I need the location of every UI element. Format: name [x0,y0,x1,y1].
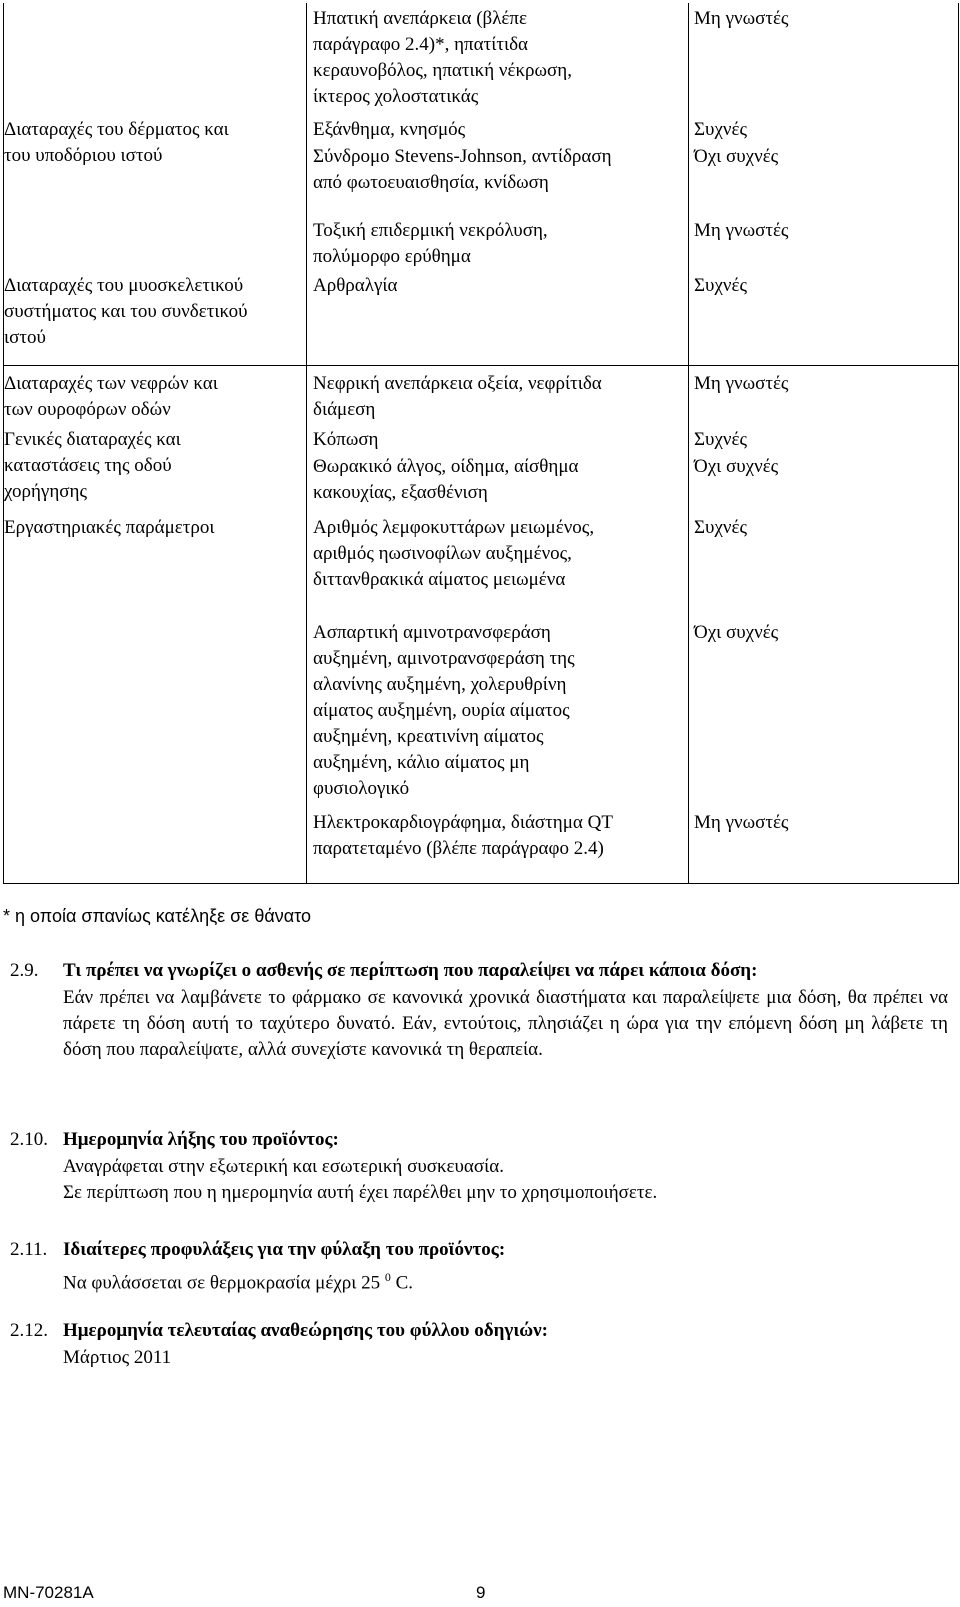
frequency-cell: Συχνές [694,119,747,140]
reaction-cell: Ηλεκτροκαρδιογράφημα, διάστημα QT παρατεταμένο (βλέπε παράγραφο 2.4) [313,812,613,859]
frequency-cell: Όχι συχνές [694,622,779,643]
frequency-cell: Όχι συχνές [694,146,779,167]
row-divider [4,365,958,366]
reaction-cell: Σύνδρομο Stevens-Johnson, αντίδραση από φωτοευαισθησία, κνίδωση [313,146,612,193]
reaction-cell: Τοξική επιδερμική νεκρόλυση, πολύμορφο ερύθημα [313,220,548,267]
adverse-reactions-table [3,3,959,884]
section-title: Ημερομηνία λήξης του προϊόντος: [63,1129,339,1150]
soc-cell: Διαταραχές του δέρματος και του υποδόριου ιστού [4,119,229,166]
frequency-cell: Συχνές [694,429,747,450]
reaction-cell: Θωρακικό άλγος, οίδημα, αίσθημα κακουχίας, εξασθένιση [313,456,579,503]
frequency-cell: Όχι συχνές [694,456,779,477]
degree-superscript: 0 [384,1270,391,1284]
frequency-cell: Μη γνωστές [694,8,789,29]
section-number: 2.12. [10,1320,48,1341]
section-body [63,1264,948,1296]
soc-cell: Γενικές διαταραχές και καταστάσεις της οδού χορήγησης [4,429,181,502]
soc-cell: Διαταραχές των νεφρών και των ουροφόρων οδών [4,373,218,420]
reaction-cell: Ασπαρτική αμινοτρανσφεράση αυξημένη, αμινοτρανσφεράση της αλανίνης αυξημένη, χολερυθρίνη αίματος αυξημένη, ουρία αίματος αυξημένη, κρεατινίνη αίματος αυξημένη, κάλιο αίματος μη φυσιολογικό [313,622,575,799]
storage-unit: C. [390,1272,414,1294]
soc-cell: Εργαστηριακές παράμετροι [4,517,215,538]
soc-cell: Διαταραχές του μυοσκελετικού συστήματος και του συνδετικού ιστού [4,275,248,348]
reaction-cell: Εξάνθημα, κνησμός [313,119,466,140]
frequency-cell: Μη γνωστές [694,812,789,833]
section-number: 2.10. [10,1129,48,1150]
reaction-cell: Ηπατική ανεπάρκεια (βλέπε παράγραφο 2.4)*, ηπατίτιδα κεραυνοβόλος, ηπατική νέκρωση, ίκτερος χολοστατικάς [313,8,572,107]
frequency-cell: Συχνές [694,275,747,296]
frequency-cell: Μη γνωστές [694,373,789,394]
column-divider [688,3,689,883]
column-divider [306,3,307,883]
storage-text: Να φυλάσσεται σε θερμοκρασία μέχρι 25 [63,1272,385,1294]
page-number: 9 [476,1583,486,1602]
section-body: Εάν πρέπει να λαμβάνετε το φάρμακο σε κανονικά χρονικά διαστήματα και παραλείψετε μια δόση, θα πρέπει να πάρετε τη δόση αυτή το ταχύτερο δυνατό. Εάν, εντούτοις, πλησιάζει η ώρα για την επόμενη δόση μη λάβετε τη δόση που παραλείψατε, αλλά συνεχίστε κανονικά τη θεραπεία. [63,987,948,1060]
frequency-cell: Συχνές [694,517,747,538]
section-title: Ημερομηνία τελευταίας αναθεώρησης του φύλλου οδηγιών: [63,1320,548,1341]
section-number: 2.9. [10,960,39,981]
reaction-cell: Νεφρική ανεπάρκεια οξεία, νεφρίτιδα διάμεση [313,373,602,420]
section-title: Τι πρέπει να γνωρίζει ο ασθενής σε περίπτωση που παραλείψει να πάρει κάποια δόση: [63,960,758,981]
section-body: Αναγράφεται στην εξωτερική και εσωτερική συσκευασία. Σε περίπτωση που η ημερομηνία αυτή έχει παρέλθει μην το χρησιμοποιήσετε. [63,1156,658,1203]
table-footnote: * η οποία σπανίως κατέληξε σε θάνατο [3,906,312,926]
section-title: Ιδιαίτερες προφυλάξεις για την φύλαξη του προϊόντος: [63,1239,506,1260]
frequency-cell: Μη γνωστές [694,220,789,241]
document-code: MN-70281A [3,1583,94,1602]
section-body: Μάρτιος 2011 [63,1347,172,1368]
reaction-cell: Κόπωση [313,429,379,450]
reaction-cell: Αριθμός λεμφοκυττάρων μειωμένος, αριθμός ηωσινοφίλων αυξημένος, διττανθρακικά αίματος μειωμένα [313,517,595,590]
reaction-cell: Αρθραλγία [313,275,398,296]
section-number: 2.11. [10,1239,48,1260]
